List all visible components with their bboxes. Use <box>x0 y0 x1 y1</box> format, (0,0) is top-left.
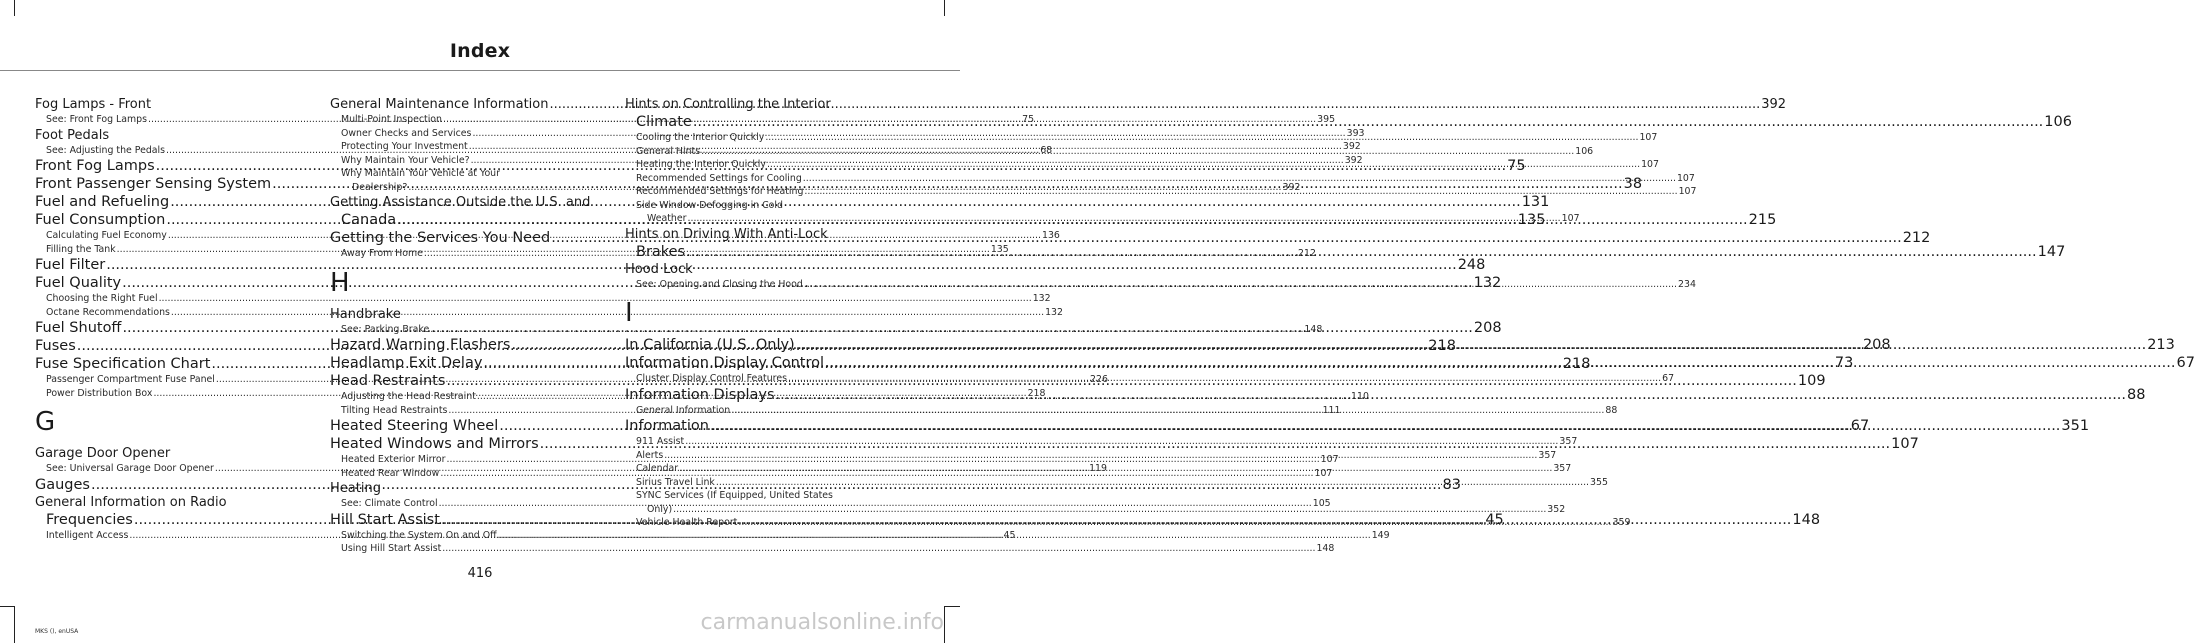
entry-page-number: 67 <box>2176 355 2195 371</box>
entry-page-number: 226 <box>1090 374 1108 385</box>
entry-text: Side Window Defogging in Cold <box>636 199 783 211</box>
entry-page-number: 88 <box>2127 386 2146 403</box>
entry-text: Getting Assistance Outside the U.S. and <box>330 195 591 210</box>
entry-text: Heating the Interior Quickly <box>636 159 766 170</box>
entry-text: Headlamp Exit Delay <box>330 355 483 371</box>
entry-text: Climate <box>636 114 692 130</box>
entry-text: Weather <box>647 213 687 224</box>
index-entry[interactable] <box>625 226 894 243</box>
index-entry[interactable] <box>330 306 599 323</box>
entry-page-number: 392 <box>1282 181 1301 193</box>
entry-text: Choosing the Right Fuel <box>46 293 158 304</box>
entry-text: Canada <box>341 212 397 228</box>
entry-text: SYNC Services (If Equipped, United States <box>636 490 833 501</box>
entry-page-number: 218 <box>1562 356 1591 372</box>
entry-page-number: 392 <box>1344 154 1363 166</box>
entry-page-number: 248 <box>1457 257 1486 273</box>
entry-page-number: 393 <box>1346 127 1365 139</box>
entry-page-number: 215 <box>1748 212 1777 228</box>
dot-leader <box>788 372 1661 386</box>
entry-text: Fog Lamps - Front <box>35 97 152 112</box>
entry-text: Away From Home <box>341 248 423 259</box>
entry-text: Heated Rear Window <box>341 467 440 479</box>
index-subentry[interactable] <box>35 292 1051 306</box>
entry-text: Fuel Quality <box>35 275 122 291</box>
entry-page-number: 148 <box>1316 543 1335 554</box>
dot-leader <box>687 212 1560 226</box>
entry-text: Heated Exterior Mirror <box>341 454 446 465</box>
entry-text: Fuse Specification Chart <box>35 356 211 372</box>
dot-leader <box>171 306 1044 320</box>
entry-text: Recommended Settings for Heating <box>636 186 804 197</box>
entry-text: Foot Pedals <box>35 127 110 143</box>
index-entry[interactable] <box>35 96 304 113</box>
entry-text: Fuel Shutoff <box>35 320 122 336</box>
entry-text: See: Opening and Closing the Hood <box>636 278 803 290</box>
dot-leader <box>693 113 2043 131</box>
dot-leader <box>731 404 1604 418</box>
entry-text: Information Display Control <box>625 355 825 371</box>
entry-text: Hints on Controlling the Interior <box>625 97 831 112</box>
entry-page-number: 131 <box>1521 194 1550 210</box>
crop-mark-top-left <box>14 0 15 16</box>
index-subentry[interactable] <box>330 167 599 181</box>
entry-page-number: 111 <box>1322 404 1341 416</box>
entry-text: Handbrake <box>330 306 401 322</box>
index-entry[interactable] <box>330 194 599 211</box>
entry-page-number: 208 <box>1473 320 1502 336</box>
entry-page-number: 218 <box>1428 338 1456 354</box>
entry-page-number: 109 <box>1797 373 1826 389</box>
entry-text: General Information <box>636 404 731 416</box>
entry-page-number: 135 <box>990 243 1009 255</box>
entry-text: Brakes <box>636 243 686 260</box>
entry-page-number: 355 <box>1590 476 1608 488</box>
entry-page-number: 38 <box>1623 176 1643 192</box>
entry-text: Getting the Services You Need <box>330 230 551 246</box>
entry-page-number: 107 <box>1676 172 1695 184</box>
entry-text: Alerts <box>636 449 664 461</box>
entry-text: General Maintenance Information <box>330 97 549 112</box>
entry-page-number: 106 <box>2044 114 2072 130</box>
dot-leader <box>765 131 1638 145</box>
entry-page-number: 107 <box>1639 132 1658 143</box>
entry-text: Hood Lock <box>625 261 693 277</box>
entry-page-number: 148 <box>1304 323 1323 335</box>
dot-leader <box>498 529 1371 543</box>
entry-page-number: 75 <box>1507 158 1526 174</box>
entry-text: Information <box>625 418 709 434</box>
entry-text: Filling the Tank <box>46 243 116 255</box>
dot-leader <box>442 542 1315 556</box>
entry-page-number: 392 <box>1342 141 1361 152</box>
entry-page-number: 351 <box>2061 418 2090 434</box>
entry-text: General Information on Radio <box>35 494 227 510</box>
entry-page-number: 75 <box>1022 114 1035 125</box>
entry-page-number: 110 <box>1351 391 1369 402</box>
entry-text: Fuses <box>35 338 76 354</box>
entry-text: Garage Door Opener <box>35 446 171 461</box>
entry-page-number: 395 <box>1317 114 1336 125</box>
entry-page-number: 359 <box>1612 517 1631 528</box>
dot-leader <box>679 462 1552 476</box>
dot-leader <box>796 336 2146 354</box>
entry-text: Using Hill Start Assist <box>341 543 442 554</box>
entry-text: Fuel and Refueling <box>35 194 170 210</box>
entry-text: See: Parking Brake <box>341 323 430 335</box>
dot-leader <box>767 158 1640 172</box>
index-subentry[interactable] <box>625 489 894 503</box>
entry-page-number: 107 <box>1891 436 1919 452</box>
entry-page-number: 45 <box>1485 511 1504 528</box>
entry-text: In California (U.S. Only) <box>625 337 795 353</box>
page-number: 416 <box>467 566 493 581</box>
entry-text: Dealership? <box>352 181 408 193</box>
entry-page-number: 208 <box>1862 337 1891 353</box>
entry-page-number: 107 <box>1320 454 1339 465</box>
entry-text: Octane Recommendations <box>46 306 170 318</box>
entry-text: Fuel Consumption <box>35 212 166 228</box>
entry-text: Front Fog Lamps <box>35 158 155 174</box>
entry-page-number: 132 <box>1045 306 1063 318</box>
index-subentry[interactable] <box>330 542 1335 556</box>
entry-page-number: 107 <box>1314 467 1333 479</box>
entry-page-number: 106 <box>1575 145 1594 157</box>
index-subentry[interactable] <box>625 199 894 213</box>
entry-text: Calendar <box>636 463 679 474</box>
dot-leader <box>738 516 1611 530</box>
dot-leader <box>701 145 1574 159</box>
dot-leader <box>825 354 2175 372</box>
entry-page-number: 73 <box>1834 355 1854 371</box>
entry-text: Owner Checks and Services <box>341 127 472 139</box>
entry-text: See: Front Fog Lamps <box>46 114 147 125</box>
index-entry[interactable] <box>330 480 599 497</box>
index-letter-heading: G <box>35 407 56 437</box>
entry-text: Front Passenger Sensing System <box>35 176 272 192</box>
entry-page-number: 45 <box>1003 529 1016 541</box>
entry-page-number: 148 <box>1792 511 1821 528</box>
index-subentry[interactable] <box>330 323 1323 337</box>
entry-text: Power Distribution Box <box>46 387 153 399</box>
dot-leader <box>685 435 1558 449</box>
entry-page-number: 357 <box>1559 436 1578 447</box>
entry-text: Cooling the Interior Quickly <box>636 132 765 143</box>
entry-page-number: 212 <box>1902 230 1931 246</box>
entry-text: Head Restraints <box>330 373 446 389</box>
entry-page-number: 88 <box>1605 404 1618 416</box>
entry-text: Only) <box>647 503 673 515</box>
entry-text: Vehicle Health Report <box>636 517 738 528</box>
entry-page-number: 136 <box>1042 230 1060 241</box>
entry-text: Heating <box>330 481 381 496</box>
dot-leader <box>803 172 1676 186</box>
entry-page-number: 105 <box>1312 498 1331 509</box>
entry-page-number: 147 <box>2037 243 2066 260</box>
crop-mark-bottom-left <box>14 606 15 643</box>
entry-page-number: 213 <box>2147 337 2175 353</box>
entry-text: Information Displays <box>625 386 775 403</box>
entry-page-number: 218 <box>1027 387 1046 399</box>
dot-leader <box>804 278 1677 292</box>
entry-text: Adjusting the Head Restraint <box>341 391 476 402</box>
index-entry[interactable] <box>35 445 304 462</box>
crop-mark-bottom-right-h <box>944 606 960 607</box>
entry-text: Why Maintain Your Vehicle at Your <box>341 168 500 179</box>
entry-text: Switching the System On and Off <box>341 529 497 541</box>
entry-text: See: Adjusting the Pedals <box>46 144 166 156</box>
entry-text: Tilting Head Restraints <box>341 404 448 416</box>
index-entry[interactable] <box>35 127 304 144</box>
entry-page-number: 392 <box>1761 97 1787 112</box>
entry-text: See: Climate Control <box>341 498 438 509</box>
index-letter-heading: H <box>330 267 350 298</box>
entry-page-number: 119 <box>1089 463 1107 474</box>
entry-text: Heated Windows and Mirrors <box>330 436 539 452</box>
crop-mark-bottom-right <box>944 606 945 643</box>
footer-text: MKS (), enUSA <box>35 628 79 635</box>
entry-page-number: 132 <box>1032 293 1051 304</box>
entry-page-number: 357 <box>1538 449 1557 461</box>
entry-text: Hill Start Assist <box>330 511 440 528</box>
dot-leader <box>686 243 2036 261</box>
index-entry[interactable] <box>625 261 894 278</box>
entry-page-number: 357 <box>1553 463 1572 474</box>
dot-leader <box>804 185 1677 199</box>
index-entry[interactable] <box>625 96 894 113</box>
entry-text: Intelligent Access <box>46 529 129 541</box>
dot-leader <box>776 386 2126 404</box>
entry-text: Cluster Display Control Features <box>636 373 787 384</box>
dot-leader <box>664 449 1537 463</box>
dot-leader <box>710 417 2060 435</box>
entry-text: Multi-Point Inspection <box>341 114 442 125</box>
entry-page-number: 107 <box>1678 186 1697 197</box>
entry-text: Recommended Settings for Cooling <box>636 172 802 184</box>
entry-page-number: 352 <box>1547 503 1566 515</box>
entry-page-number: 132 <box>1473 275 1502 291</box>
index-letter-heading: I <box>625 298 633 328</box>
entry-page-number: 68 <box>1040 144 1053 156</box>
crop-mark-bottom-left-h <box>0 606 14 607</box>
entry-text: Calculating Fuel Economy <box>46 230 167 241</box>
entry-text: Fuel Filter <box>35 257 106 273</box>
entry-page-number: 135 <box>1517 212 1546 228</box>
entry-page-number: 234 <box>1678 278 1696 290</box>
dot-leader <box>673 503 1546 517</box>
entry-text: Sirius Travel Link <box>636 476 715 488</box>
entry-text: Frequencies <box>46 511 133 528</box>
index-entry[interactable] <box>35 494 304 511</box>
entry-text: Passenger Compartment Fuse Panel <box>46 374 215 385</box>
dot-leader <box>716 476 1589 490</box>
entry-page-number: 149 <box>1371 529 1390 541</box>
entry-text: Hazard Warning Flashers <box>330 337 511 353</box>
entry-page-number: 107 <box>1641 159 1659 170</box>
watermark: carmanualsonline.info <box>700 610 944 635</box>
entry-text: Heated Steering Wheel <box>330 418 499 434</box>
entry-text: Why Maintain Your Vehicle? <box>341 154 470 166</box>
entry-text: See: Universal Garage Door Opener <box>46 463 214 474</box>
entry-text: 911 Assist <box>636 436 685 447</box>
entry-page-number: 107 <box>1561 213 1580 224</box>
page-title: Index <box>449 40 511 62</box>
entry-text: Gauges <box>35 476 90 493</box>
entry-page-number: 67 <box>1850 418 1870 434</box>
entry-text: Hints on Driving With Anti-Lock <box>625 226 828 242</box>
crop-mark-top-right <box>944 0 945 16</box>
index-subentry[interactable] <box>625 435 1578 449</box>
entry-text: Protecting Your Investment <box>341 141 468 152</box>
entry-page-number: 83 <box>1442 476 1461 493</box>
entry-page-number: 67 <box>1662 373 1675 384</box>
entry-page-number: 212 <box>1298 248 1316 259</box>
entry-text: General Hints <box>636 145 701 157</box>
header-rule <box>0 70 960 71</box>
